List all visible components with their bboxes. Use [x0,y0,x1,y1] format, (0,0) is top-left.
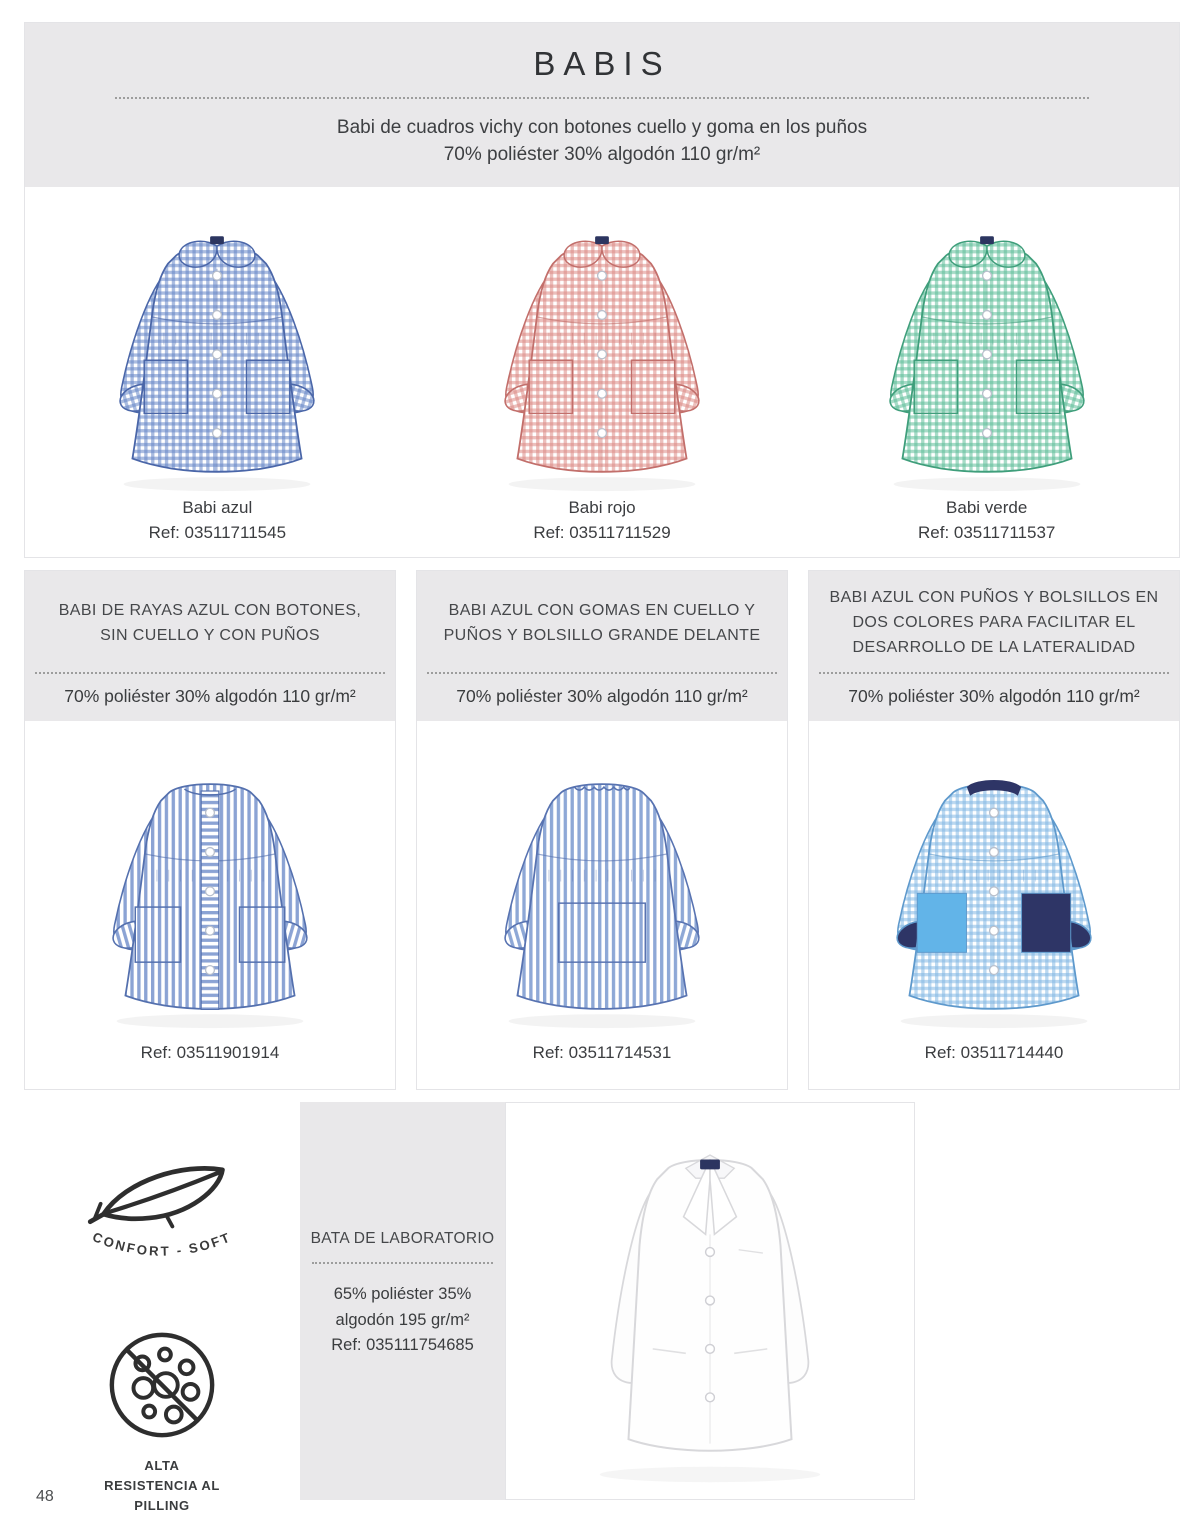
product-name: Babi azul [182,497,253,517]
anti-pilling-label: ALTA RESISTENCIA AL PILLING [104,1458,220,1514]
product-ref: Ref: 03511711529 [533,523,671,543]
babi-gomas-image [452,732,752,1032]
feather-icon [77,1154,247,1280]
svg-text:CONFORT - SOFT [90,1229,233,1259]
babis-section [24,22,1180,558]
babi-azul-image [67,195,367,495]
description-line-2: 70% poliéster 30% algodón 110 gr/m² [443,143,761,165]
product-header [809,571,1179,721]
babi-verde-image [837,195,1137,495]
babi-lateralidad-image [844,732,1144,1032]
product-card-babi-verde [794,187,1179,557]
lab-coat-composition-line-2: algodón 195 gr/m² [335,1310,470,1329]
babi-rojo-image [452,195,752,495]
product-caption [149,495,286,546]
lab-coat-ref: Ref: 035111754685 [331,1336,474,1355]
product-image-area [25,721,395,1043]
lab-coat-info-box [300,1102,505,1500]
product-caption [918,495,1055,546]
babis-products-row [25,187,1179,557]
lab-coat-image [542,1111,878,1491]
dotted-divider [35,672,385,674]
page-title: BABIS [533,45,671,82]
feature-badges [24,1102,300,1514]
product-title: BABI DE RAYAS AZUL CON BOTONES, SIN CUELLO Y CON PUÑOS [58,601,362,644]
confort-soft-badge [77,1154,247,1280]
product-composition: 70% poliéster 30% algodón 110 gr/m² [64,686,356,706]
product-card-babi-gomas [416,570,788,1090]
anti-pilling-badge [97,1326,227,1516]
lab-coat-title: BATA DE LABORATORIO [310,1230,495,1247]
bottom-row [24,1102,1180,1514]
product-composition: 70% poliéster 30% algodón 110 gr/m² [456,686,748,706]
product-composition: 70% poliéster 30% algodón 110 gr/m² [848,686,1140,706]
product-caption [533,495,670,546]
product-ref: Ref: 03511714440 [924,1043,1064,1062]
description-line-1: Babi de cuadros vichy con botones cuello y goma en los puños [336,117,868,138]
product-card-babi-rojo [410,187,795,557]
anti-pilling-icon [103,1326,221,1444]
confort-soft-label: CONFORT - SOFT [90,1229,234,1259]
lab-coat-composition-line-1: 65% poliéster 35% [333,1285,472,1303]
product-title: BABI AZUL CON PUÑOS Y BOLSILLOS EN DOS COLORES PARA FACILITAR EL DESARROLLO DE LA LATERALIDAD [829,589,1159,656]
product-title: BABI AZUL CON GOMAS EN CUELLO Y PUÑOS Y BOLSILLO GRANDE DELANTE [443,601,761,644]
product-name: Babi verde [946,497,1028,517]
dotted-divider [115,97,1089,99]
product-name: Babi rojo [568,497,636,517]
babi-rayas-image [60,732,360,1032]
product-image-area [417,721,787,1043]
babis-description [25,115,1179,169]
lab-coat-composition [310,1282,495,1359]
product-ref: Ref: 03511714531 [532,1043,672,1062]
page-number: 48 [36,1488,54,1505]
dotted-divider [312,1262,493,1264]
product-header [417,571,787,721]
product-card-babi-rayas [24,570,396,1090]
dotted-divider [427,672,777,674]
product-ref: Ref: 03511711537 [917,523,1056,543]
product-image-area [809,721,1179,1043]
product-card-babi-azul [25,187,410,557]
lab-coat-image-box [505,1102,915,1500]
babis-header [25,23,1179,187]
product-card-babi-lateralidad [808,570,1180,1090]
dotted-divider [819,672,1169,674]
product-header [25,571,395,721]
product-ref: Ref: 03511711545 [148,523,287,543]
product-ref: Ref: 03511901914 [140,1043,280,1062]
middle-products-row [24,570,1180,1090]
